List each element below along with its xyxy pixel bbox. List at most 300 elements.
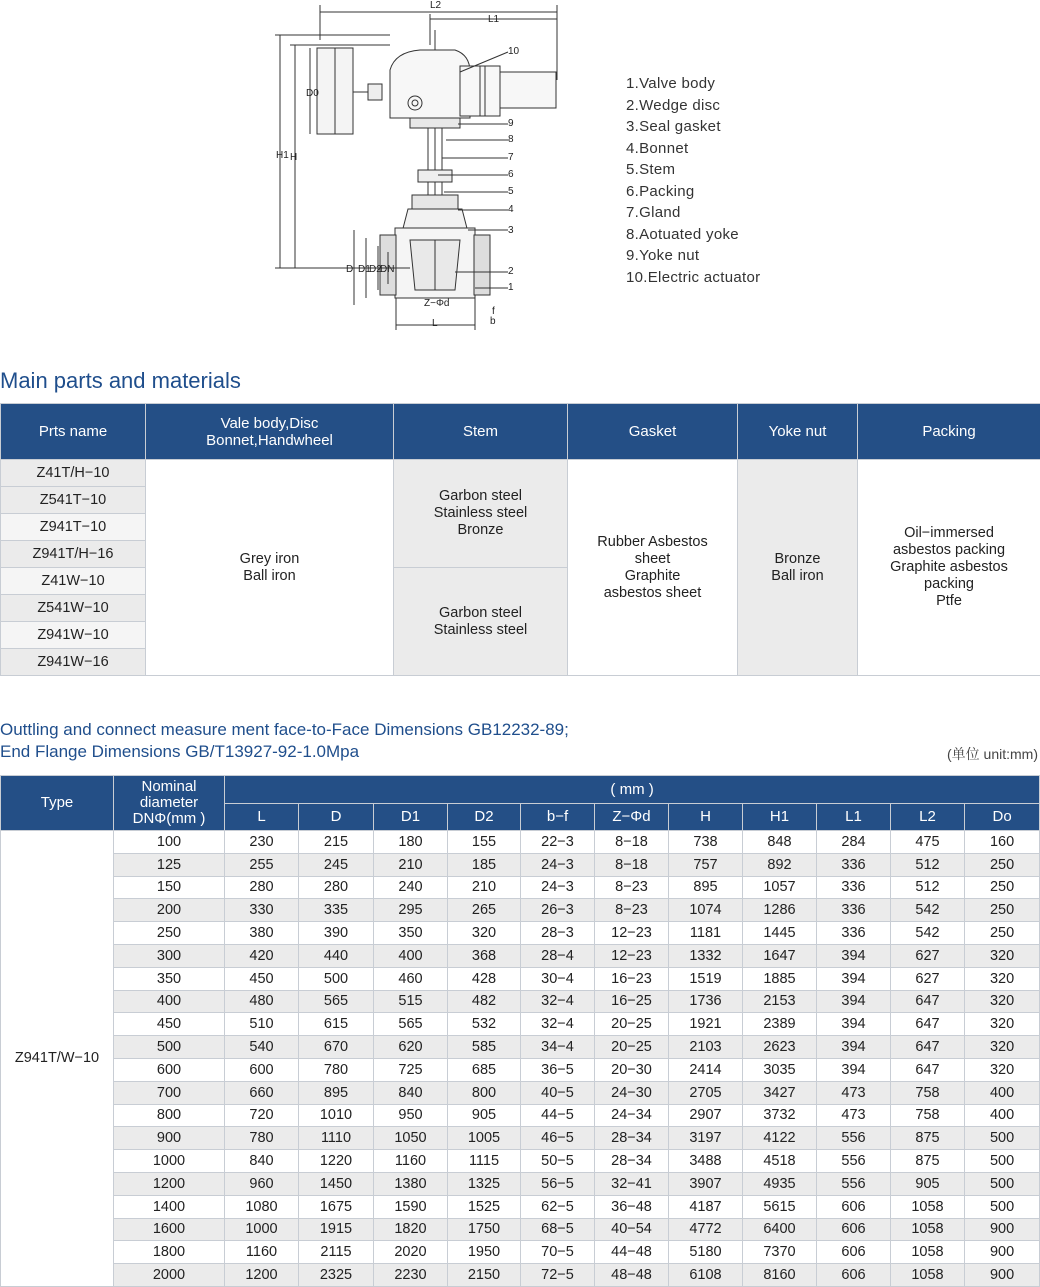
gasket-material: [568, 460, 738, 676]
material-line: Rubber Asbestos: [597, 533, 708, 550]
dimension-cell: 905: [448, 1104, 521, 1127]
dimension-cell: 627: [891, 967, 965, 990]
dimension-cell: 1885: [743, 967, 817, 990]
yoke-nut-material: [738, 460, 858, 676]
dimension-cell: 532: [448, 1013, 521, 1036]
nominal-diameter-cell: 500: [114, 1036, 225, 1059]
dimension-cell: 34−4: [521, 1036, 595, 1059]
dimension-cell: 1450: [299, 1172, 374, 1195]
type-cell: Z941T/W−10: [1, 831, 114, 1287]
dimension-cell: 3197: [669, 1127, 743, 1150]
dimension-cell: 1080: [225, 1195, 299, 1218]
dimension-cell: 556: [817, 1127, 891, 1150]
dimension-cell: 250: [965, 853, 1040, 876]
dimension-cell: 900: [965, 1218, 1040, 1241]
table-row: [1, 1013, 1040, 1036]
dim-b: b: [490, 316, 496, 327]
dimension-cell: 1590: [374, 1195, 448, 1218]
material-line: Stainless steel: [433, 505, 528, 521]
dimension-cell: 627: [891, 944, 965, 967]
dimension-cell: 556: [817, 1172, 891, 1195]
nominal-diameter-cell: 125: [114, 853, 225, 876]
dimension-cell: 8−23: [595, 876, 669, 899]
col-dim-5: Z−Φd: [595, 804, 669, 831]
dim-h1: H1: [276, 150, 289, 161]
callout-1: 1: [508, 282, 514, 293]
dimension-cell: 250: [965, 876, 1040, 899]
dimension-cell: 32−4: [521, 990, 595, 1013]
valve-drawing: [270, 0, 570, 340]
dimension-cell: 585: [448, 1036, 521, 1059]
col-dim-0: L: [225, 804, 299, 831]
callout-7: 7: [508, 152, 514, 163]
dimension-cell: 606: [817, 1195, 891, 1218]
dimension-cell: 210: [374, 853, 448, 876]
material-line: Ball iron: [771, 567, 824, 584]
table-row: [1, 1058, 1040, 1081]
model-name: Z541T−10: [1, 487, 146, 514]
dimension-cell: 320: [965, 944, 1040, 967]
dimension-cell: 840: [374, 1081, 448, 1104]
dimension-cell: 600: [225, 1058, 299, 1081]
model-name: Z941W−10: [1, 622, 146, 649]
dimension-cell: 647: [891, 1013, 965, 1036]
dimension-cell: 3732: [743, 1104, 817, 1127]
callout-10: 10: [508, 46, 520, 57]
dimension-cell: 265: [448, 899, 521, 922]
model-name: Z541W−10: [1, 595, 146, 622]
dimension-cell: 800: [448, 1081, 521, 1104]
dimension-cell: 500: [965, 1172, 1040, 1195]
dimension-cell: 606: [817, 1264, 891, 1287]
dimension-cell: 26−3: [521, 899, 595, 922]
dimension-cell: 394: [817, 1036, 891, 1059]
dimension-cell: 895: [669, 876, 743, 899]
dimension-cell: 320: [965, 967, 1040, 990]
dimension-cell: 4772: [669, 1218, 743, 1241]
table-row: [1, 1104, 1040, 1127]
dimension-cell: 70−5: [521, 1241, 595, 1264]
col-body-line1: Vale body,Disc: [220, 414, 319, 432]
dimension-cell: 245: [299, 853, 374, 876]
nominal-diameter-cell: 400: [114, 990, 225, 1013]
dimension-cell: 72−5: [521, 1264, 595, 1287]
dimension-cell: 5615: [743, 1195, 817, 1218]
dimension-cell: 394: [817, 1058, 891, 1081]
table-row: [1, 876, 1040, 899]
dimension-cell: 62−5: [521, 1195, 595, 1218]
nominal-diameter-cell: 150: [114, 876, 225, 899]
col-part-name: Prts name: [1, 404, 146, 460]
dimension-cell: 540: [225, 1036, 299, 1059]
table-row: [1, 1264, 1040, 1287]
dimension-cell: 335: [299, 899, 374, 922]
dimension-cell: 380: [225, 922, 299, 945]
electric-gate-valve-diagram: [270, 0, 570, 340]
dimension-cell: 1921: [669, 1013, 743, 1036]
dimension-cell: 3907: [669, 1172, 743, 1195]
material-line: Bronze: [457, 522, 504, 538]
dimension-cell: 36−5: [521, 1058, 595, 1081]
col-dim-8: L1: [817, 804, 891, 831]
dimension-cell: 2230: [374, 1264, 448, 1287]
dimension-cell: 12−23: [595, 944, 669, 967]
dimension-cell: 3488: [669, 1150, 743, 1173]
dimension-cell: 615: [299, 1013, 374, 1036]
dimension-cell: 875: [891, 1150, 965, 1173]
dimension-cell: 40−54: [595, 1218, 669, 1241]
dimension-cell: 280: [225, 876, 299, 899]
legend-item: 1.Valve body: [626, 75, 716, 92]
table-row: [1, 944, 1040, 967]
dim-l1: L1: [488, 14, 500, 25]
dimension-cell: 36−48: [595, 1195, 669, 1218]
dimension-cell: 1160: [225, 1241, 299, 1264]
col-dim-9: L2: [891, 804, 965, 831]
dimension-cell: 24−3: [521, 876, 595, 899]
dimension-cell: 900: [965, 1241, 1040, 1264]
dimension-cell: 320: [965, 990, 1040, 1013]
material-line: Graphite asbestos: [890, 559, 1008, 575]
dimension-cell: 840: [225, 1150, 299, 1173]
col-dim-1: D: [299, 804, 374, 831]
dimension-cell: 2150: [448, 1264, 521, 1287]
dimension-cell: 320: [965, 1013, 1040, 1036]
dimension-cell: 22−3: [521, 831, 595, 854]
dimension-cell: 1058: [891, 1195, 965, 1218]
col-nominal-line: diameter: [139, 794, 199, 811]
dimension-cell: 950: [374, 1104, 448, 1127]
dimension-cell: 4518: [743, 1150, 817, 1173]
dim-d: D: [346, 264, 354, 275]
dimension-cell: 2103: [669, 1036, 743, 1059]
dimension-cell: 1332: [669, 944, 743, 967]
nominal-diameter-cell: 200: [114, 899, 225, 922]
col-stem: Stem: [394, 404, 568, 460]
dimension-cell: 758: [891, 1104, 965, 1127]
col-dim-3: D2: [448, 804, 521, 831]
dimension-cell: 1058: [891, 1241, 965, 1264]
dimension-cell: 1220: [299, 1150, 374, 1173]
dimension-cell: 50−5: [521, 1150, 595, 1173]
material-line: sheet: [634, 550, 671, 567]
dimension-cell: 24−30: [595, 1081, 669, 1104]
nominal-diameter-cell: 300: [114, 944, 225, 967]
dimension-cell: 2414: [669, 1058, 743, 1081]
dimension-cell: 20−25: [595, 1013, 669, 1036]
dim-zd: Z−Φd: [424, 298, 450, 309]
dimension-cell: 542: [891, 922, 965, 945]
dimension-cell: 2389: [743, 1013, 817, 1036]
model-name: Z41T/H−10: [1, 460, 146, 487]
table-row: [1, 1036, 1040, 1059]
col-dim-10: Do: [965, 804, 1040, 831]
dimension-cell: 480: [225, 990, 299, 1013]
dimension-cell: 473: [817, 1081, 891, 1104]
dimension-cell: 185: [448, 853, 521, 876]
stem-material-w: [394, 568, 568, 676]
dim-dn: DN: [380, 264, 395, 275]
dimension-cell: 24−34: [595, 1104, 669, 1127]
dimension-cell: 1647: [743, 944, 817, 967]
dimension-cell: 565: [299, 990, 374, 1013]
legend-item: 4.Bonnet: [626, 139, 689, 157]
dimension-cell: 1286: [743, 899, 817, 922]
nominal-diameter-cell: 1000: [114, 1150, 225, 1173]
nominal-diameter-cell: 450: [114, 1013, 225, 1036]
dimension-cell: 250: [965, 899, 1040, 922]
dimension-cell: 758: [891, 1081, 965, 1104]
dimension-cell: 28−34: [595, 1127, 669, 1150]
dim-l: L: [432, 318, 438, 329]
dimension-cell: 1675: [299, 1195, 374, 1218]
dimension-cell: 240: [374, 876, 448, 899]
legend-item: 5.Stem: [626, 161, 676, 178]
dimension-cell: 556: [817, 1150, 891, 1173]
dimension-cell: 400: [374, 944, 448, 967]
dimension-cell: 512: [891, 853, 965, 876]
dimension-cell: 280: [299, 876, 374, 899]
dimension-cell: 320: [448, 922, 521, 945]
dimension-cell: 330: [225, 899, 299, 922]
dimension-cell: 3427: [743, 1081, 817, 1104]
dimension-cell: 892: [743, 853, 817, 876]
col-type: Type: [1, 776, 114, 831]
callout-5: 5: [508, 186, 514, 197]
model-name: Z941W−16: [1, 649, 146, 676]
unit-note: (单位 unit:mm): [947, 746, 1038, 762]
dimension-cell: 960: [225, 1172, 299, 1195]
dimension-cell: 295: [374, 899, 448, 922]
dimension-cell: 510: [225, 1013, 299, 1036]
dimension-cell: 500: [965, 1195, 1040, 1218]
materials-table: [0, 403, 1040, 676]
dimension-cell: 1445: [743, 922, 817, 945]
nominal-diameter-cell: 600: [114, 1058, 225, 1081]
dimensions-body: [1, 831, 1040, 1287]
dimension-cell: 460: [374, 967, 448, 990]
dimension-cell: 368: [448, 944, 521, 967]
dimension-cell: 647: [891, 990, 965, 1013]
dimension-cell: 8−23: [595, 899, 669, 922]
dimension-cell: 394: [817, 1013, 891, 1036]
legend-item: 10.Electric actuator: [626, 268, 761, 286]
legend-item: 7.Gland: [626, 204, 681, 221]
dimensions-heading-line1: Outtling and connect measure ment face-to-Face Dimensions GB12232-89;: [0, 720, 569, 739]
material-line: Graphite: [624, 567, 681, 584]
dim-d2: D2: [369, 264, 382, 275]
dim-d1: D1: [358, 264, 371, 275]
dimension-cell: 2020: [374, 1241, 448, 1264]
dimension-cell: 606: [817, 1218, 891, 1241]
material-line: Ball iron: [243, 567, 296, 584]
dimension-cell: 180: [374, 831, 448, 854]
dim-f: f: [492, 306, 495, 317]
legend-item: 3.Seal gasket: [626, 118, 721, 135]
dimension-cell: 255: [225, 853, 299, 876]
dimension-cell: 336: [817, 853, 891, 876]
dimension-cell: 1005: [448, 1127, 521, 1150]
dimension-cell: 1181: [669, 922, 743, 945]
callout-6: 6: [508, 169, 514, 180]
dimension-cell: 512: [891, 876, 965, 899]
dimension-cell: 660: [225, 1081, 299, 1104]
dimension-cell: 400: [965, 1081, 1040, 1104]
dimension-cell: 647: [891, 1058, 965, 1081]
dimension-cell: 900: [965, 1264, 1040, 1287]
dimension-cell: 250: [965, 922, 1040, 945]
dimension-cell: 2705: [669, 1081, 743, 1104]
col-packing: Packing: [858, 404, 1040, 460]
dimension-cell: 2623: [743, 1036, 817, 1059]
dim-l2: L2: [430, 0, 442, 11]
dimension-cell: 5180: [669, 1241, 743, 1264]
callout-8: 8: [508, 134, 514, 145]
dimension-cell: 500: [965, 1150, 1040, 1173]
model-name: Z941T/H−16: [1, 541, 146, 568]
dimension-cell: 500: [965, 1127, 1040, 1150]
col-yoke-nut: Yoke nut: [738, 404, 858, 460]
col-body: [146, 404, 394, 460]
dimension-cell: 420: [225, 944, 299, 967]
dimension-cell: 1915: [299, 1218, 374, 1241]
col-mm-group: ( mm ): [225, 776, 1040, 804]
legend-item: 8.Aotuated yoke: [626, 225, 739, 243]
dimension-cell: 1057: [743, 876, 817, 899]
nominal-diameter-cell: 250: [114, 922, 225, 945]
dimension-cell: 394: [817, 990, 891, 1013]
dimension-cell: 215: [299, 831, 374, 854]
dimension-cell: 46−5: [521, 1127, 595, 1150]
dimension-cell: 2907: [669, 1104, 743, 1127]
dimension-cell: 1074: [669, 899, 743, 922]
dimension-cell: 428: [448, 967, 521, 990]
col-dim-6: H: [669, 804, 743, 831]
dimension-cell: 473: [817, 1104, 891, 1127]
nominal-diameter-cell: 350: [114, 967, 225, 990]
dimension-cell: 647: [891, 1036, 965, 1059]
dimension-cell: 1000: [225, 1218, 299, 1241]
dimensions-heading-line2: End Flange Dimensions GB/T13927-92-1.0Mpa: [0, 742, 360, 761]
dimension-cell: 482: [448, 990, 521, 1013]
dimension-cell: 28−34: [595, 1150, 669, 1173]
col-dim-7: H1: [743, 804, 817, 831]
col-dim-4: b−f: [521, 804, 595, 831]
dimension-cell: 542: [891, 899, 965, 922]
dimension-cell: 4935: [743, 1172, 817, 1195]
dimension-cell: 12−23: [595, 922, 669, 945]
dimension-cell: 56−5: [521, 1172, 595, 1195]
dimension-cell: 3035: [743, 1058, 817, 1081]
dimension-cell: 1750: [448, 1218, 521, 1241]
dimension-cell: 720: [225, 1104, 299, 1127]
dimension-cell: 1736: [669, 990, 743, 1013]
callout-2: 2: [508, 266, 514, 277]
dimension-cell: 30−4: [521, 967, 595, 990]
legend-item: 6.Packing: [626, 182, 695, 200]
callout-3: 3: [508, 225, 514, 236]
dimension-cell: 1200: [225, 1264, 299, 1287]
dimension-cell: 336: [817, 899, 891, 922]
dimension-cell: 4122: [743, 1127, 817, 1150]
dimension-cell: 905: [891, 1172, 965, 1195]
dimension-cell: 1115: [448, 1150, 521, 1173]
dimension-cell: 320: [965, 1058, 1040, 1081]
nominal-diameter-cell: 2000: [114, 1264, 225, 1287]
packing-material: [858, 460, 1040, 676]
dimension-cell: 390: [299, 922, 374, 945]
model-name: Z941T−10: [1, 514, 146, 541]
dimension-cell: 450: [225, 967, 299, 990]
dimension-cell: 16−25: [595, 990, 669, 1013]
col-dim-2: D1: [374, 804, 448, 831]
nominal-diameter-cell: 900: [114, 1127, 225, 1150]
dimension-cell: 725: [374, 1058, 448, 1081]
table-row: [1, 1150, 1040, 1173]
dimension-cell: 6400: [743, 1218, 817, 1241]
stem-material-t: [394, 460, 568, 568]
dimension-cell: 757: [669, 853, 743, 876]
dimension-cell: 284: [817, 831, 891, 854]
nominal-diameter-cell: 700: [114, 1081, 225, 1104]
nominal-diameter-cell: 1800: [114, 1241, 225, 1264]
material-line: Oil−immersed: [904, 525, 994, 541]
dimension-cell: 7370: [743, 1241, 817, 1264]
material-line: Garbon steel: [438, 604, 523, 621]
dimension-cell: 875: [891, 1127, 965, 1150]
dimension-cell: 780: [225, 1127, 299, 1150]
dimension-cell: 1820: [374, 1218, 448, 1241]
table-row: [1, 967, 1040, 990]
dim-h: H: [290, 152, 298, 163]
dimension-cell: 1525: [448, 1195, 521, 1218]
dimension-cell: 68−5: [521, 1218, 595, 1241]
dimension-cell: 685: [448, 1058, 521, 1081]
dimension-cell: 48−48: [595, 1264, 669, 1287]
dimension-cell: 1050: [374, 1127, 448, 1150]
legend-item: 2.Wedge disc: [626, 96, 721, 114]
dimension-cell: 20−25: [595, 1036, 669, 1059]
dimension-cell: 2325: [299, 1264, 374, 1287]
table-row: [1, 990, 1040, 1013]
dimension-cell: 8160: [743, 1264, 817, 1287]
dimension-cell: 565: [374, 1013, 448, 1036]
material-line: asbestos packing: [892, 542, 1006, 558]
dimension-cell: 20−30: [595, 1058, 669, 1081]
dimension-cell: 400: [965, 1104, 1040, 1127]
dimension-cell: 336: [817, 876, 891, 899]
dimension-cell: 28−3: [521, 922, 595, 945]
dimension-cell: 1325: [448, 1172, 521, 1195]
material-line: asbestos sheet: [603, 584, 702, 601]
dimension-cell: 1950: [448, 1241, 521, 1264]
table-row: [1, 831, 1040, 854]
dimension-cell: 155: [448, 831, 521, 854]
nominal-diameter-cell: 1600: [114, 1218, 225, 1241]
dimension-cell: 670: [299, 1036, 374, 1059]
table-row: [1, 1195, 1040, 1218]
callout-4: 4: [508, 204, 514, 215]
parts-legend: [626, 73, 760, 288]
callout-9: 9: [508, 118, 514, 129]
dimension-cell: 440: [299, 944, 374, 967]
material-line: Stainless steel: [433, 621, 528, 638]
dimensions-table: [0, 775, 1040, 1287]
dim-d0: D0: [306, 88, 319, 99]
dimension-cell: 4187: [669, 1195, 743, 1218]
model-name: Z41W−10: [1, 568, 146, 595]
dimension-cell: 1058: [891, 1218, 965, 1241]
